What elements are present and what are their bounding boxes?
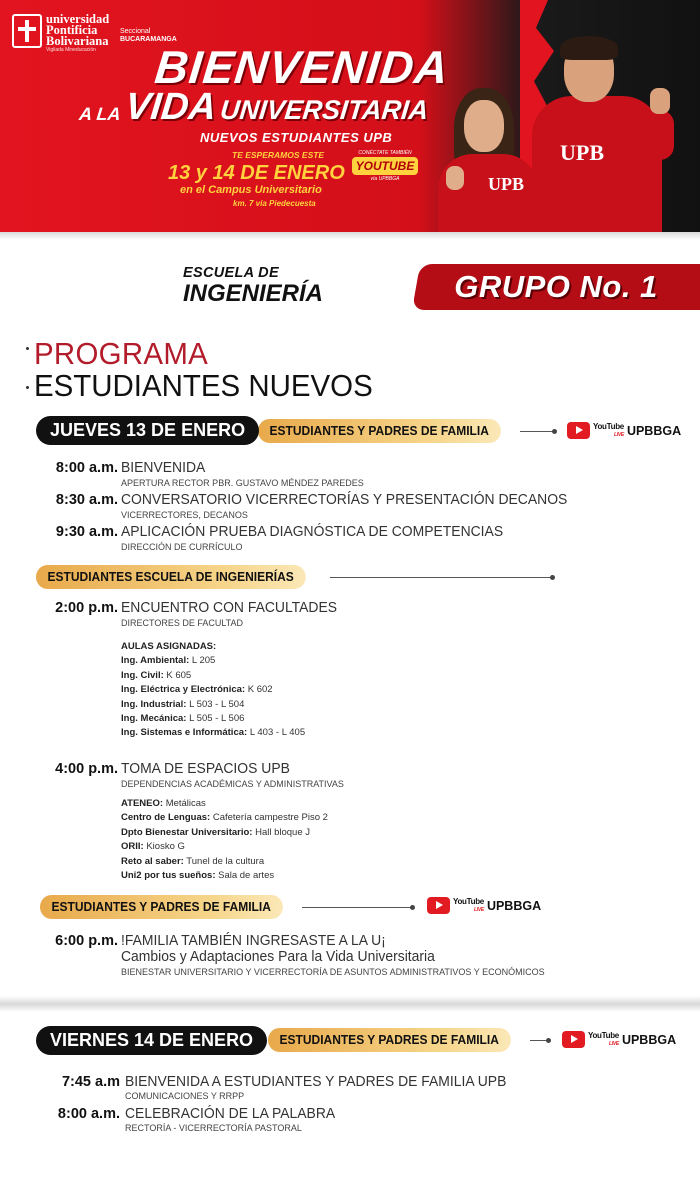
thumbs-up-icon [650, 88, 670, 114]
banner-subtitle: NUEVOS ESTUDIANTES UPB [200, 130, 393, 145]
item-time: 9:30 a.m. [55, 524, 118, 540]
day1-pill: JUEVES 13 DE ENERO [36, 416, 259, 445]
banner-title: BIENVENIDA [152, 41, 452, 93]
shirt-logo: UPB [560, 140, 604, 165]
item-subtitle: APERTURA RECTOR PBR. GUSTAVO MÉNDEZ PAREDES [121, 478, 364, 488]
item-subtitle: DIRECCIÓN DE CURRÍCULO [121, 542, 243, 552]
banner-esperamos: TE ESPERAMOS ESTE [232, 150, 325, 160]
connector-line [520, 431, 554, 432]
item-title: ENCUENTRO CON FACULTADES [121, 600, 338, 616]
banner-dates: 13 y 14 DE ENERO [168, 162, 345, 184]
motto: Vigilada Mineducación [46, 47, 96, 53]
male-student [532, 40, 652, 232]
youtube-play-icon [562, 1031, 585, 1048]
female-student [432, 88, 542, 232]
hero-banner [0, 0, 700, 232]
tick-mark [26, 386, 29, 389]
group-label: GRUPO No. 1 [454, 269, 658, 304]
banner-title-2: A LAVIDA UNIVERSITARIA [78, 86, 430, 128]
item-title-2: Cambios y Adaptaciones Para la Vida Universitaria [121, 949, 435, 965]
youtube-live-logo: YouTube LIVE UPBBGA [567, 422, 681, 439]
aula-row: Ing. Ambiental: L 205 [121, 655, 216, 667]
espacio-row: ATENEO: Metálicas [121, 798, 206, 809]
students-photo [432, 32, 692, 232]
connector-line [302, 907, 412, 908]
item-title: BIENVENIDA A ESTUDIANTES Y PADRES DE FAMILIA UPB [125, 1074, 507, 1090]
item-time: 8:00 a.m. [55, 460, 118, 476]
item-subtitle: DEPENDENCIAS ACADÉMICAS Y ADMINISTRATIVAS [121, 779, 344, 789]
youtube-live-logo: YouTube LIVE UPBBGA [562, 1031, 676, 1048]
item-title: !FAMILIA TAMBIÉN INGRESASTE A LA U¡ [121, 933, 386, 949]
espacio-row: Uni2 por tus sueños: Sala de artes [121, 870, 275, 882]
banner-km: km. 7 vía Piedecuesta [233, 199, 316, 208]
item-subtitle: VICERRECTORES, DECANOS [121, 510, 248, 520]
university-name: universidad Pontificia Bolivariana Vigilada Mineducación [46, 12, 110, 53]
youtube-play-icon [567, 422, 590, 439]
program-subtitle: ESTUDIANTES NUEVOS [34, 368, 373, 403]
connector-dot [550, 575, 555, 580]
youtube-play-icon [427, 897, 450, 914]
day1-audience-pill: ESTUDIANTES Y PADRES DE FAMILIA [258, 419, 500, 443]
day-separator [0, 996, 700, 1012]
thumbs-up-icon [446, 166, 464, 190]
item-title: CONVERSATORIO VICERRECTORÍAS Y PRESENTACIÓN DECANOS [121, 492, 568, 508]
espacios-list [121, 797, 328, 883]
espacio-row: Dpto Bienestar Universitario: Hall bloque J [121, 826, 311, 838]
connector-dot [410, 905, 415, 910]
connector-dot [546, 1038, 551, 1043]
item-title: CELEBRACIÓN DE LA PALABRA [125, 1106, 336, 1122]
item-subtitle: COMUNICACIONES Y RRPP [125, 1091, 245, 1101]
item-time: 8:30 a.m. [55, 492, 118, 508]
banner-campus: en el Campus Universitario [180, 184, 322, 196]
item-subtitle: BIENESTAR UNIVERSITARIO Y VICERRECTORÍA DE ASUNTOS ADMINISTRATIVOS Y ECONÓMICOS [121, 967, 545, 977]
connector-dot [552, 429, 557, 434]
item-time: 6:00 p.m. [55, 933, 118, 949]
aula-row: Ing. Mecánica: L 505 - L 506 [121, 713, 245, 725]
day2-pill: VIERNES 14 DE ENERO [36, 1026, 267, 1055]
aula-row: Ing. Industrial: L 503 - L 504 [121, 698, 245, 710]
item-time: 2:00 p.m. [55, 600, 118, 616]
shirt-logo: UPB [488, 174, 524, 194]
espacio-row: Reto al saber: Tunel de la cultura [121, 855, 265, 867]
day2-audience-pill: ESTUDIANTES Y PADRES DE FAMILIA [268, 1028, 510, 1052]
aula-row: Ing. Eléctrica y Electrónica: K 602 [121, 684, 273, 696]
item-title: BIENVENIDA [121, 460, 206, 476]
espacio-row: ORII: Kiosko G [121, 841, 185, 853]
item-time: 4:00 p.m. [55, 761, 118, 777]
item-title: APLICACIÓN PRUEBA DIAGNÓSTICA DE COMPETENCIAS [121, 524, 504, 540]
youtube-badge: CONÉCTATE TAMBIÉN YOUTUBE vía UPBBGA [352, 150, 418, 182]
item-subtitle: DIRECTORES DE FACULTAD [121, 618, 244, 628]
seccional: Seccional BUCARAMANGA [120, 28, 177, 43]
banner-shadow [0, 232, 700, 240]
aula-row: Ing. Civil: K 605 [121, 669, 192, 681]
aulas-list: AULAS ASIGNADAS: Ing. Ambiental: L 205 Ing. Civil: K 605 Ing. Eléctrica y Electrónica: K 602 Ing. Industrial: L 503 - L 504 Ing. Mecánica: L 505 - L 506 Ing. Sistemas e Informática: L 403 - L 405 [121, 640, 305, 741]
program-title: PROGRAMA [34, 336, 209, 371]
crest-icon [12, 14, 42, 48]
tick-mark [26, 347, 29, 350]
espacio-row: Centro de Lenguas: Cafetería campestre Piso 2 [121, 812, 328, 824]
item-time: 7:45 a.m [61, 1074, 120, 1090]
section-pill: ESTUDIANTES Y PADRES DE FAMILIA [40, 895, 282, 919]
section-pill: ESTUDIANTES ESCUELA DE INGENIERÍAS [36, 565, 305, 589]
aula-row: Ing. Sistemas e Informática: L 403 - L 405 [121, 727, 306, 739]
item-subtitle: RECTORÍA - VICERRECTORÍA PASTORAL [125, 1123, 302, 1133]
youtube-live-logo: YouTube LIVE UPBBGA [427, 897, 541, 914]
connector-line [330, 577, 552, 578]
university-logo [12, 14, 109, 54]
item-title: TOMA DE ESPACIOS UPB [121, 761, 290, 777]
item-time: 8:00 a.m. [57, 1106, 120, 1122]
school-name: ESCUELA DE INGENIERÍA [183, 265, 324, 307]
